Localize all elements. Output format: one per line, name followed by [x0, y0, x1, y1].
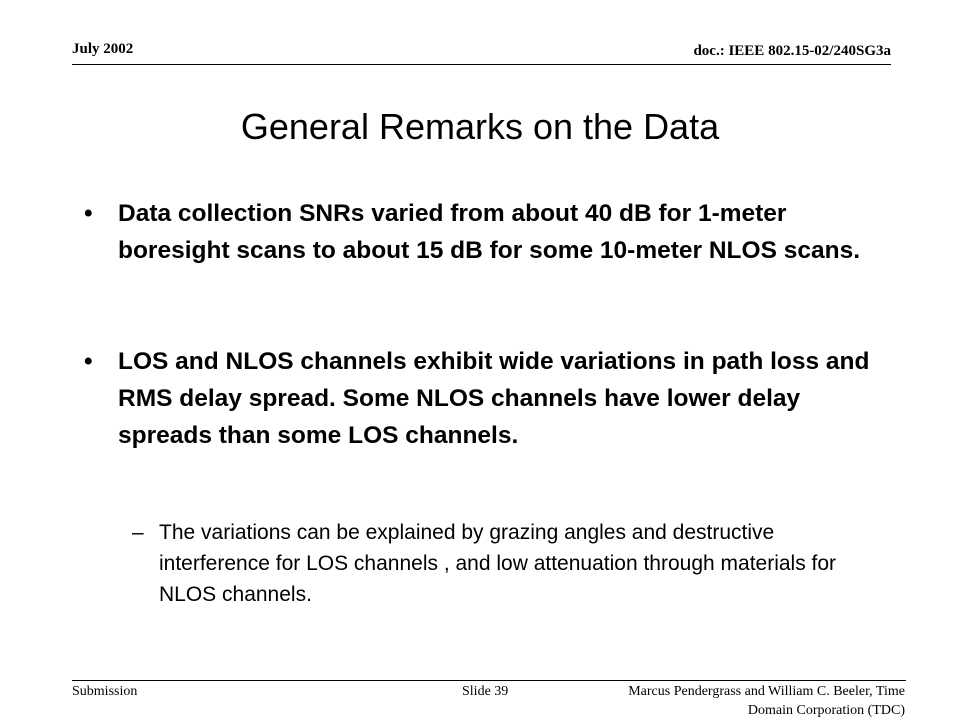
sub-bullet-item: [132, 517, 852, 610]
sub-bullet-text: The variations can be explained by grazing angles and destructive interference for LOS channels , and low attenuation through materials for NLOS channels.: [159, 521, 837, 606]
header-doc-id: doc.: IEEE 802.15-02/240SG3a: [693, 43, 891, 59]
header-divider: [72, 64, 891, 65]
bullet-text: LOS and NLOS channels exhibit wide variations in path loss and RMS delay spread. Some NLOS channels have lower delay spreads than some LOS channels.: [118, 348, 870, 449]
bullet-marker: •: [84, 348, 93, 375]
footer-author: [585, 682, 905, 720]
bullet-item-2: [84, 343, 874, 454]
footer-author-line-2: Domain Corporation (TDC): [747, 703, 905, 718]
slide-title: General Remarks on the Data: [240, 106, 720, 147]
bullet-item-1: [84, 195, 874, 269]
bullet-marker: •: [84, 200, 93, 227]
footer-divider: [72, 680, 906, 681]
sub-bullet-marker: –: [132, 521, 144, 544]
header-date: July 2002: [72, 41, 134, 57]
footer-slide-number: Slide 39: [462, 684, 509, 699]
bullet-text: Data collection SNRs varied from about 40 dB for 1-meter boresight scans to about 15 dB for some 10-meter NLOS scans.: [118, 200, 860, 264]
footer-author-line-1: Marcus Pendergrass and William C. Beeler, Time: [628, 684, 905, 699]
footer-submission: Submission: [72, 684, 138, 699]
